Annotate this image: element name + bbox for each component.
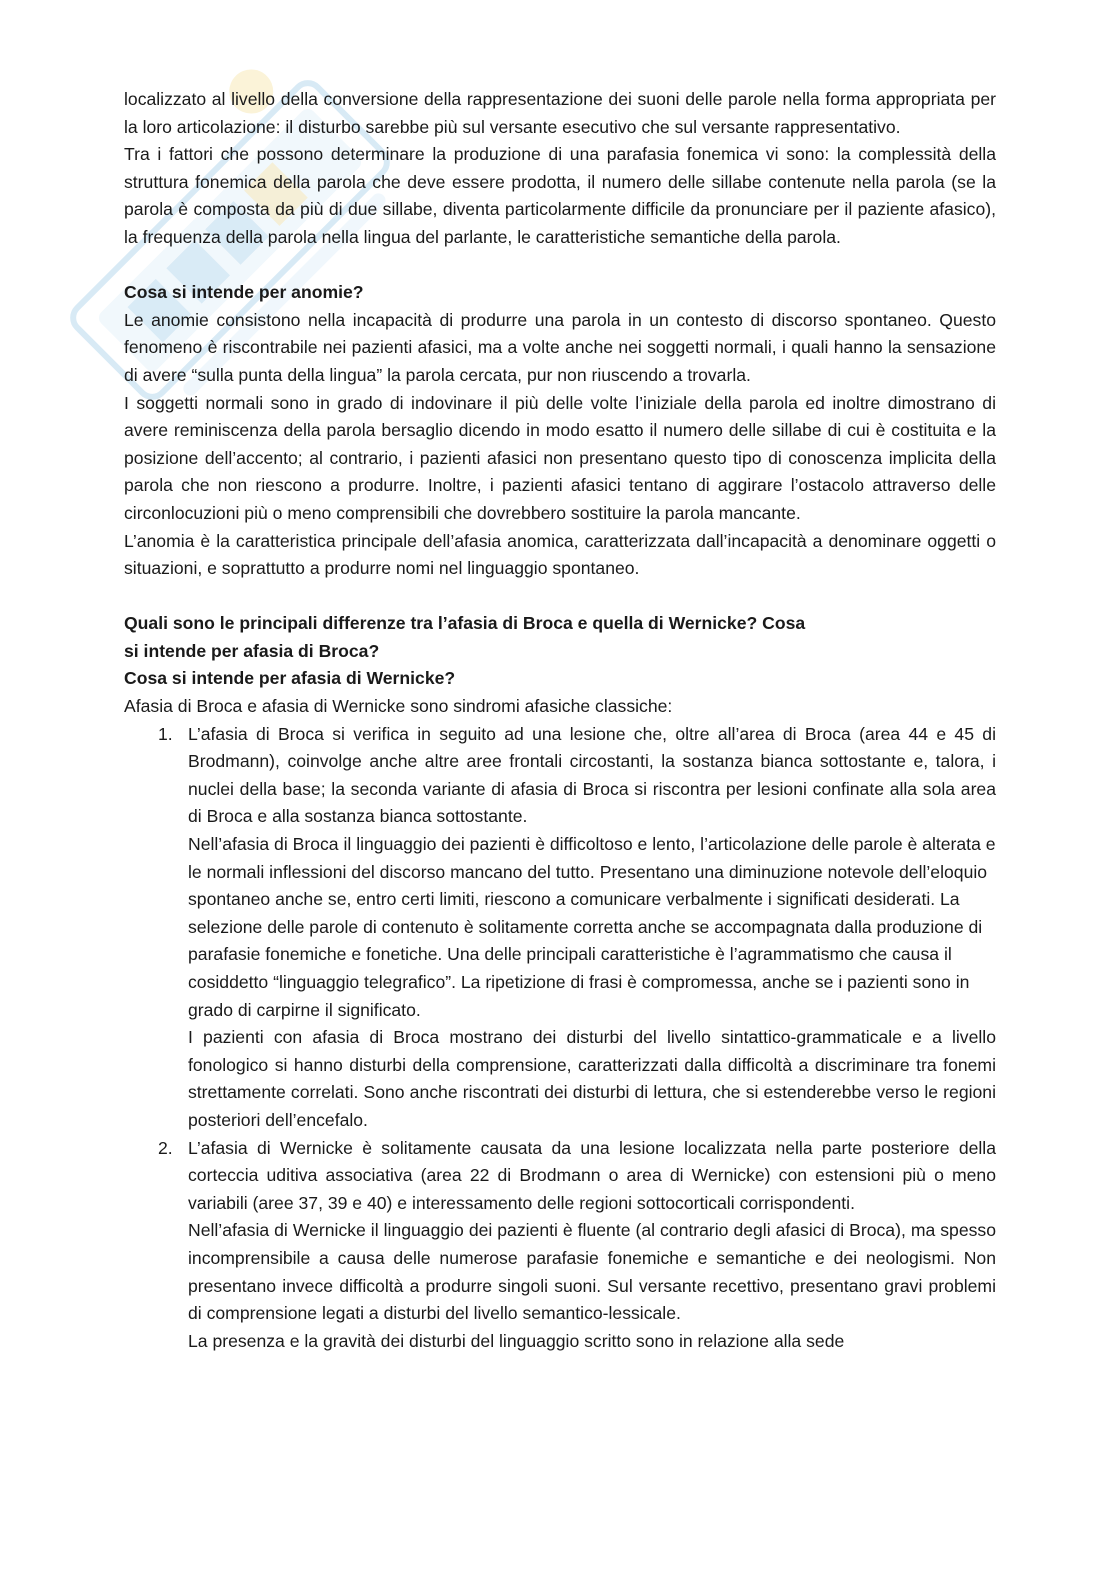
- heading-differenze-line1: Quali sono le principali differenze tra l’afasia di Broca e quella di Wernicke? Cosa: [124, 613, 806, 634]
- list-item-paragraph: Nell’afasia di Broca il linguaggio dei pazienti è difficoltoso e lento, l’articolazione delle parole è alterata e le normali inflessioni del discorso mancano del tutto. Presentano una diminuzione notevole dell’eloquio spontaneo anche se, entro certi limiti, riescono a comunicare verbalmente i significati desiderati. La selezione delle parole di contenuto è solitamente corretta anche se accompagnata dalla produzione di parafasie fonemiche e fonetiche. Una delle principali caratteristiche è l’agrammatismo che causa il cosiddetto “linguaggio telegrafico”. La ripetizione di frasi è compromessa, anche se i pazienti sono in grado di carpirne il significato.: [188, 834, 996, 1020]
- list-item-paragraph: Nell’afasia di Wernicke il linguaggio dei pazienti è fluente (al contrario degli afasici di Broca), ma spesso incomprensibile a causa delle numerose parafasie fonemiche e semantiche e dei neologismi. Non presentano invece difficoltà a produrre singoli suoni. Sul versante recettivo, presentano gravi problemi di comprensione legati a disturbi del livello semantico-lessicale.: [188, 1220, 996, 1324]
- list-item-paragraph: L’afasia di Wernicke è solitamente causata da una lesione localizzata nella parte posteriore della corteccia uditiva associativa (area 22 di Brodmann o area di Wernicke) con estensioni più o meno variabili (aree 37, 39 e 40) e interessamento delle regioni sottocorticali corrispondenti.: [188, 1137, 996, 1213]
- list-item: [124, 1135, 996, 1356]
- list-item-paragraph: I pazienti con afasia di Broca mostrano dei disturbi del livello sintattico-grammaticale e a livello fonologico si hanno disturbi della comprensione, caratterizzati dalla difficoltà a discriminare tra fonemi strettamente correlati. Sono anche riscontrati dei disturbi di lettura, che si estenderebbe verso le regioni posteriori dell’encefalo.: [188, 1027, 996, 1130]
- document-page: [124, 86, 996, 1355]
- spacer: [124, 252, 996, 280]
- list-item-number: 1.: [158, 723, 173, 744]
- paragraph-fattori-parafasia: Tra i fattori che possono determinare la produzione di una parafasia fonemica vi sono: la complessità della struttura fonemica della parola che deve essere prodotta, il numero delle sillabe contenute nella parola (se la parola è composta da più di due sillabe, diventa particolarmente difficile da pronunciare per il paziente afasico), la frequenza della parola nella lingua del parlante, le caratteristiche semantiche della parola.: [124, 144, 996, 247]
- heading-wernicke: Cosa si intende per afasia di Wernicke?: [124, 668, 456, 689]
- heading-anomie: Cosa si intende per anomie?: [124, 282, 364, 303]
- paragraph-afasia-anomica: L’anomia è la caratteristica principale dell’afasia anomica, caratterizzata dall’incapacità a denominare oggetti o situazioni, e soprattutto a produrre nomi nel linguaggio spontaneo.: [124, 530, 996, 579]
- paragraph-soggetti-normali: I soggetti normali sono in grado di indovinare il più delle volte l’iniziale della parola ed inoltre dimostrano di avere reminiscenza della parola bersaglio dicendo in modo esatto il numero delle sillabe di cui è costituita e la posizione dell’accento; al contrario, i pazienti afasici non presentano questo tipo di conoscenza implicita della parola che non riescono a produrre. Inoltre, i pazienti afasici tentano di aggirare l’ostacolo attraverso delle circonlocuzioni più o meno comprensibili che dovrebbero sostituire la parola mancante.: [124, 392, 996, 523]
- paragraph-anomie-definizione: Le anomie consistono nella incapacità di produrre una parola in un contesto di discorso spontaneo. Questo fenomeno è riscontrabile nei pazienti afasici, ma a volte anche nei soggetti normali, i quali hanno la sensazione di avere “sulla punta della lingua” la parola cercata, pur non riuscendo a trovarla.: [124, 309, 996, 385]
- numbered-list: [124, 721, 996, 1356]
- paragraph-intro-sindromi: Afasia di Broca e afasia di Wernicke sono sindromi afasiche classiche:: [124, 696, 673, 717]
- list-item-number: 2.: [158, 1137, 173, 1158]
- heading-differenze-line2: si intende per afasia di Broca?: [124, 640, 380, 661]
- list-item-paragraph: L’afasia di Broca si verifica in seguito ad una lesione che, oltre all’area di Broca (area 44 e 45 di Brodmann), coinvolge anche altre aree frontali circostanti, la sostanza bianca sottostante e, talora, i nuclei della base; la seconda variante di afasia di Broca si riscontra per lesioni confinate alla sola area di Broca e alla sostanza bianca sottostante.: [188, 723, 996, 827]
- spacer: [124, 583, 996, 611]
- list-item-paragraph: La presenza e la gravità dei disturbi del linguaggio scritto sono in relazione alla sede: [188, 1330, 845, 1351]
- paragraph-conversione: localizzato al livello della conversione della rappresentazione dei suoni delle parole nella forma appropriata per la loro articolazione: il disturbo sarebbe più sul versante esecutivo che sul versante rappresentativo.: [124, 89, 996, 137]
- list-item: [124, 721, 996, 1135]
